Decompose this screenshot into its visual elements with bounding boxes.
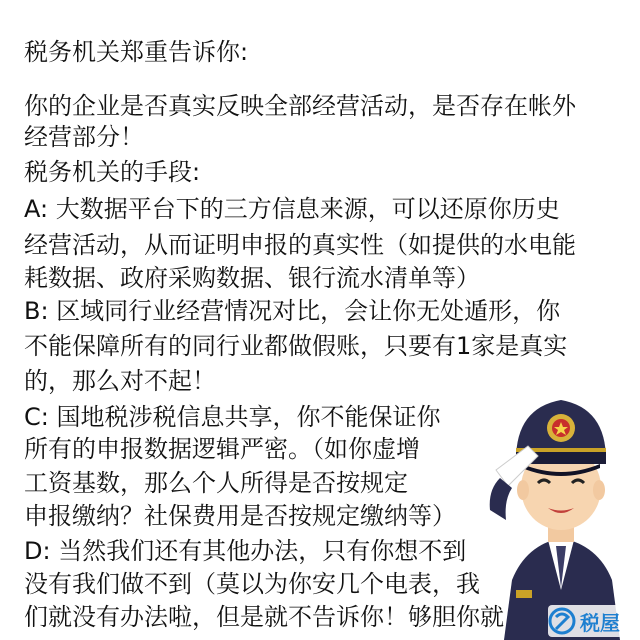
notice-line: 所有的申报数据逻辑严密。（如你虚增 — [24, 435, 420, 463]
notice-line: 申报缴纳？社保费用是否按规定缴纳等） — [24, 502, 456, 530]
notice-line: 工资基数，那么个人所得是否按规定 — [24, 469, 408, 497]
notice-line: 不能保障所有的同行业都做假账，只要有1家是真实 — [24, 332, 568, 360]
notice-line: 耗数据、政府采购数据、银行流水清单等） — [24, 264, 480, 292]
notice-line: 的，那么对不起！ — [24, 367, 216, 395]
notice-line: A: 大数据平台下的三方信息来源，可以还原你历史 — [24, 195, 560, 223]
notice-heading: 税务机关郑重告诉你: — [24, 38, 249, 66]
watermark-brand-text: 税屋 — [580, 610, 620, 635]
notice-line: B: 区域同行业经营情况对比，会让你无处遁形，你 — [24, 297, 561, 325]
notice-line: 经营活动，从而证明申报的真实性（如提供的水电能 — [24, 231, 576, 259]
notice-line: C: 国地税涉税信息共享，你不能保证你 — [24, 403, 441, 431]
shuiwu-logo-icon — [548, 607, 576, 635]
notice-line: 你的企业是否真实反映全部经营活动，是否存在帐外 — [24, 92, 576, 120]
tax-officer-saluting-illustration — [486, 360, 636, 640]
notice-line: 经营部分！ — [24, 123, 144, 151]
notice-line: 税务机关的手段: — [24, 158, 201, 186]
notice-line: D: 当然我们还有其他办法，只有你想不到 — [24, 537, 467, 565]
watermark-brand — [548, 605, 638, 637]
notice-line: 没有我们做不到（莫以为你安几个电表，我 — [24, 570, 480, 598]
notice-line: 们就没有办法啦，但是就不告诉你！够胆你就 — [24, 603, 504, 631]
